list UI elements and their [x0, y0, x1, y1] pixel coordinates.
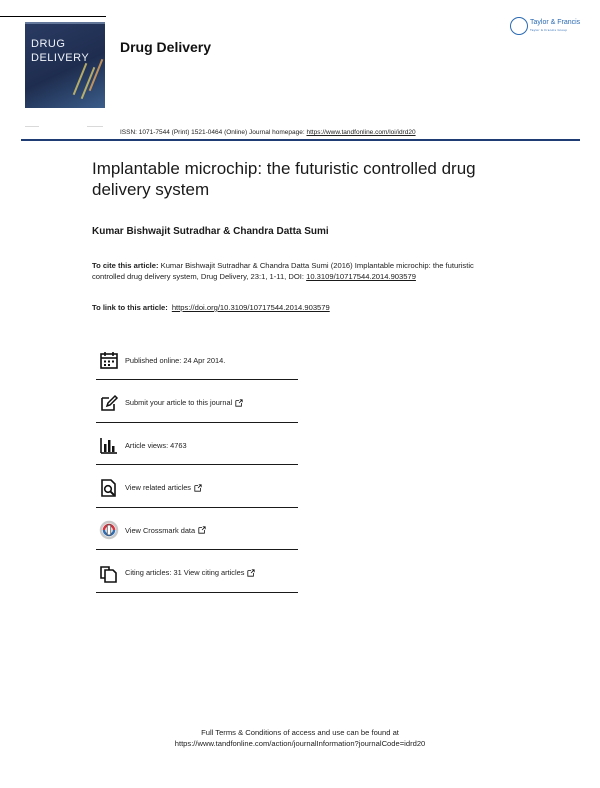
article-views-row	[96, 426, 298, 465]
crossmark-icon	[99, 520, 119, 540]
article-authors: Kumar Bishwajit Sutradhar & Chandra Datta Sumi	[92, 226, 329, 237]
article-metrics-list	[96, 341, 298, 593]
calendar-icon	[99, 350, 119, 370]
issn-text: ISSN: 1071-7544 (Print) 1521-0464 (Online) Journal homepage:	[120, 129, 307, 136]
citation-block	[92, 261, 482, 282]
external-link-icon	[198, 526, 206, 534]
publisher-logo-icon	[510, 17, 528, 35]
related-articles-row[interactable]	[96, 469, 298, 508]
citation-doi-link[interactable]: 10.3109/10717544.2014.903579	[306, 271, 416, 281]
related-articles-link[interactable]: View related articles	[125, 483, 191, 492]
cover-title-line2: DELIVERY	[31, 52, 90, 64]
publisher-name: Taylor & Francis	[530, 19, 581, 26]
edit-icon	[99, 393, 119, 413]
copy-documents-icon	[99, 563, 119, 583]
footer-terms-link[interactable]: https://www.tandfonline.com/action/journalInformation?journalCode=idrd20	[174, 739, 426, 748]
cover-title-line1: DRUG	[31, 38, 66, 50]
footer	[0, 727, 600, 749]
article-doi-link[interactable]: https://doi.org/10.3109/10717544.2014.903579	[171, 303, 330, 312]
faint-marks	[25, 126, 105, 128]
external-link-icon	[247, 569, 255, 577]
journal-homepage-link[interactable]: https://www.tandfonline.com/loi/idrd20	[306, 129, 416, 136]
crossmark-link[interactable]: View Crossmark data	[125, 525, 196, 535]
publisher-logo[interactable]	[510, 17, 581, 39]
link-label: To link to this article:	[92, 303, 168, 312]
article-views-label: Article views: 4763	[125, 440, 187, 450]
citation-label: To cite this article:	[92, 261, 159, 270]
search-document-icon	[99, 478, 119, 498]
external-link-icon	[235, 399, 243, 407]
footer-terms-text: Full Terms & Conditions of access and use can be found at	[201, 728, 399, 737]
bar-chart-icon	[99, 435, 119, 455]
crossmark-row[interactable]	[96, 511, 298, 550]
link-to-article	[92, 303, 330, 312]
journal-title: Drug Delivery	[120, 39, 212, 55]
cover-highlight	[25, 22, 105, 24]
article-title: Implantable microchip: the futuristic controlled drug delivery system	[92, 159, 476, 199]
citing-articles-row[interactable]	[96, 554, 298, 593]
submit-article-row[interactable]	[96, 384, 298, 423]
submit-article-link[interactable]: Submit your article to this journal	[125, 398, 233, 407]
publisher-subname: Taylor & Francis Group	[530, 28, 568, 32]
published-online-row	[96, 341, 298, 380]
header-rule	[21, 139, 580, 141]
issn-line	[120, 129, 416, 136]
citation-text: Kumar Bishwajit Sutradhar & Chandra Datta Sumi (2016) Implantable microchip: the futuristic controlled drug delivery system, Drug Delivery, 23:1, 1-11, DOI:	[92, 261, 474, 281]
header-top-rule	[0, 16, 106, 17]
citing-articles-link[interactable]: Citing articles: 31 View citing articles	[125, 568, 245, 577]
external-link-icon	[194, 484, 202, 492]
journal-cover-thumbnail[interactable]	[25, 22, 105, 108]
published-online-label: Published online: 24 Apr 2014.	[125, 355, 226, 365]
